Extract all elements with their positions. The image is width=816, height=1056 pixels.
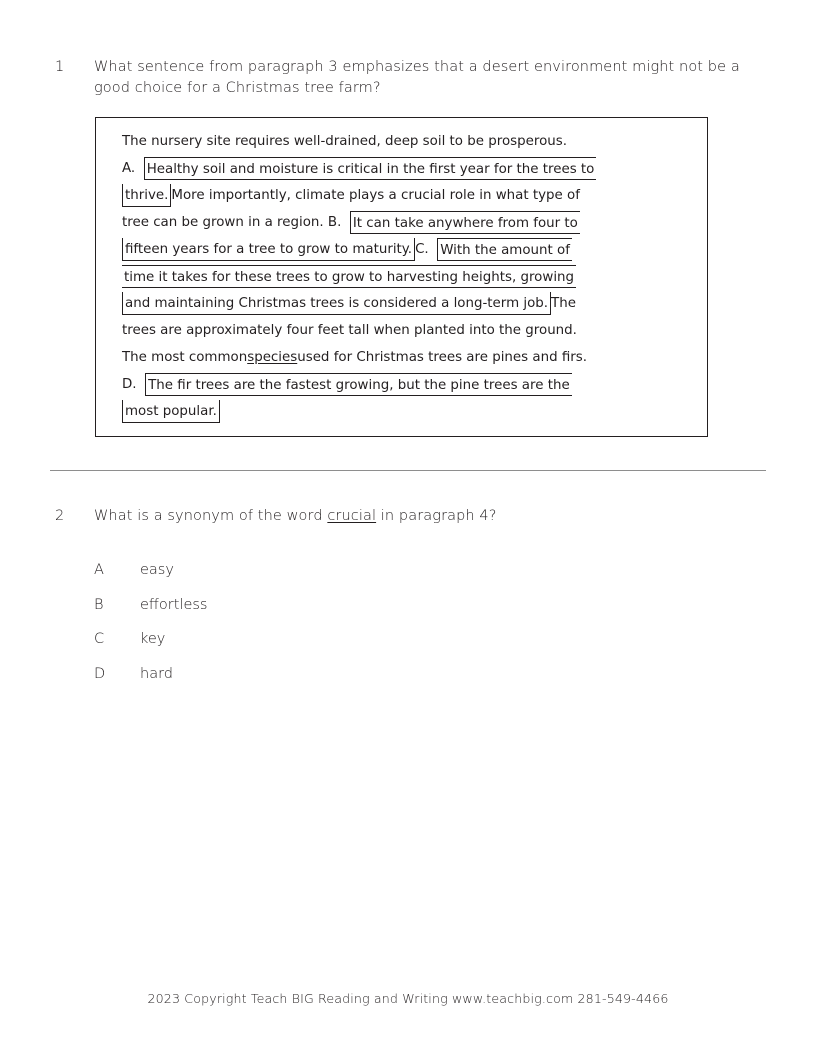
option-text: easy <box>140 562 174 578</box>
highlighted-sentence-segment[interactable]: thrive. <box>122 184 171 207</box>
passage-text-segment: More importantly, climate plays a crucial role in what type of <box>171 187 580 203</box>
option-text: effortless <box>140 596 208 613</box>
page-footer: 2023 Copyright Teach BIG Reading and Writing www.teachbig.com 281-549-4466 <box>147 991 669 1006</box>
option-letter: A <box>94 562 104 578</box>
passage-text-segment: trees are approximately four feet tall when planted into the ground. <box>122 322 577 338</box>
passage-lines <box>122 128 678 425</box>
option-text: hard <box>140 665 173 682</box>
highlighted-sentence-segment[interactable]: It can take anywhere from four to <box>350 211 580 234</box>
passage-line <box>122 209 678 236</box>
highlighted-sentence-segment[interactable]: fifteen years for a tree to grow to maturity. <box>122 238 415 261</box>
question-1-stem: What sentence from paragraph 3 emphasizes that a desert environment might not be a good choice for a Christmas tree farm? <box>94 59 740 96</box>
option-letter: B <box>94 596 104 613</box>
highlighted-sentence-segment[interactable]: With the amount of <box>437 238 572 261</box>
question-2-stem-after: in paragraph 4? <box>376 508 497 524</box>
passage-line <box>122 344 678 371</box>
highlighted-sentence-segment[interactable]: time it takes for these trees to grow to harvesting heights, growing <box>122 265 576 288</box>
passage-line <box>122 236 678 263</box>
highlighted-sentence-segment[interactable]: most popular. <box>122 400 220 423</box>
passage-text-segment: tree can be grown in a region. B. <box>122 214 350 230</box>
passage-text-segment: A. <box>122 160 144 176</box>
passage-line <box>122 317 678 344</box>
passage-text-segment: The <box>551 295 576 311</box>
passage-line <box>122 155 678 182</box>
option-text: key <box>140 631 166 647</box>
passage-excerpt-box <box>95 117 708 437</box>
question-2-number: 2 <box>55 508 65 524</box>
passage-text-segment: D. <box>122 376 146 392</box>
passage-line <box>122 398 678 425</box>
highlighted-sentence-segment[interactable]: The fir trees are the fastest growing, but the pine trees are the <box>145 373 572 396</box>
passage-line <box>122 263 678 290</box>
highlighted-sentence-segment[interactable]: Healthy soil and moisture is critical in the first year for the trees to <box>144 157 597 180</box>
passage-text-segment: used for Christmas trees are pines and firs. <box>297 349 588 365</box>
passage-text-segment: The nursery site requires well-drained, deep soil to be prosperous. <box>122 133 567 149</box>
passage-text-segment: C. <box>415 241 438 257</box>
question-2-stem-before: What is a synonym of the word <box>94 508 328 524</box>
passage-line <box>122 128 678 155</box>
passage-line <box>122 371 678 398</box>
question-2-stem <box>94 506 766 527</box>
passage-line <box>122 290 678 317</box>
question-1-number: 1 <box>55 59 65 75</box>
section-divider <box>50 470 766 471</box>
vocabulary-word: species <box>247 349 298 365</box>
passage-text-segment <box>247 346 297 369</box>
option-letter: D <box>94 665 106 682</box>
highlighted-sentence-segment[interactable]: and maintaining Christmas trees is considered a long-term job. <box>122 292 551 315</box>
option-letter: C <box>94 631 105 647</box>
passage-line <box>122 182 678 209</box>
passage-text-segment: The most common <box>122 349 248 365</box>
question-2-keyword: crucial <box>327 508 377 524</box>
